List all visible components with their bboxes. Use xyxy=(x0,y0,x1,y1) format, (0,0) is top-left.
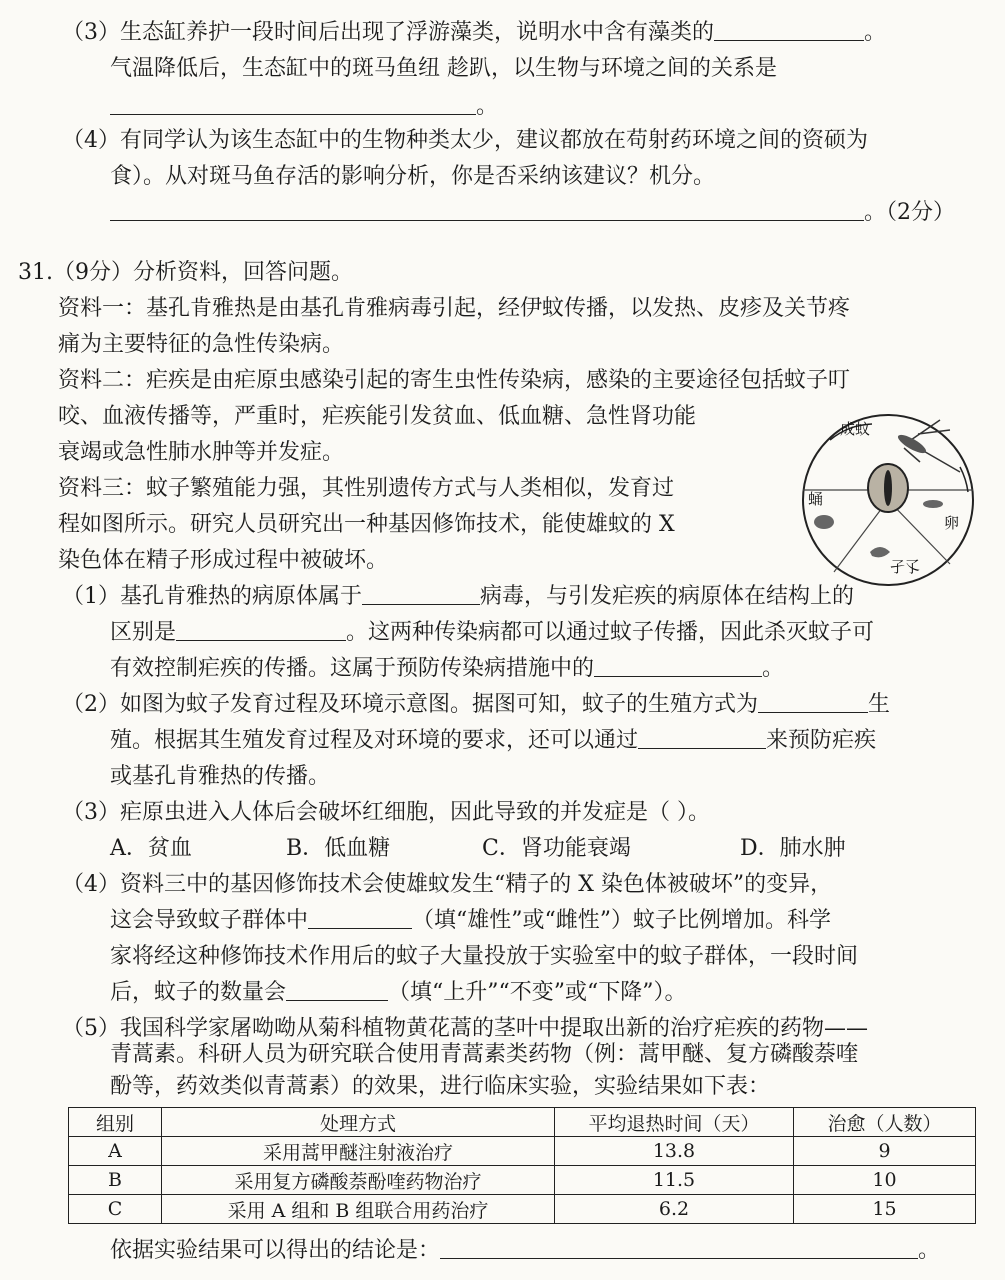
conclusion-line: 依据实验结果可以得出的结论是： 。 xyxy=(110,1238,941,1263)
label-larva: 孑孓 xyxy=(890,558,921,576)
answer-blank[interactable] xyxy=(362,582,480,605)
option-c[interactable]: C．肾功能衰竭 xyxy=(482,836,631,861)
table-cell: 采用 A 组和 B 组联合用药治疗 xyxy=(162,1195,555,1224)
table-cell: B xyxy=(69,1166,162,1195)
q31-sub4-line3: 家将经这种修饰技术作用后的蚊子大量投放于实验室中的蚊子群体，一段时间 xyxy=(110,944,859,969)
q31-sub5-line3: 酚等，药效类似青蒿素）的效果，进行临床实验，实验结果如下表： xyxy=(110,1074,771,1099)
q30-part3-line2: 气温降低后，生态缸中的斑马鱼纽 趁趴，以生物与环境之间的关系是 xyxy=(110,56,777,81)
answer-blank[interactable] xyxy=(110,92,476,115)
material-1-line2: 痛为主要特征的急性传染病。 xyxy=(58,332,345,357)
q31-header: 31.（9分）分析资料，回答问题。 xyxy=(18,260,353,285)
q31-sub3-line1: （3）疟原虫进入人体后会破坏红细胞，因此导致的并发症是（ ）。 xyxy=(62,800,710,825)
table-row xyxy=(69,1166,976,1195)
q30-part3-line3: 。 xyxy=(110,92,498,122)
table-cell: 15 xyxy=(794,1195,976,1224)
q31-sub2-line1: （2）如图为蚊子发育过程及环境示意图。据图可知，蚊子的生殖方式为 生 xyxy=(62,692,891,717)
label-adult: 成蚊 xyxy=(840,420,871,438)
eye-pupil xyxy=(884,470,892,506)
table-cell: 11.5 xyxy=(555,1166,794,1195)
table-cell: 6.2 xyxy=(555,1195,794,1224)
material-3-line1: 资料三：蚊子繁殖能力强，其性别遗传方式与人类相似，发育过 xyxy=(58,476,675,501)
q31-sub4-line4: 后，蚊子的数量会 （填“上升”“不变”或“下降”）。 xyxy=(110,980,687,1005)
material-1-line1: 资料一：基孔肯雅热是由基孔肯雅病毒引起，经伊蚊传播，以发热、皮疹及关节疼 xyxy=(58,296,851,321)
label-egg: 卵 xyxy=(944,514,960,532)
table-header-row xyxy=(69,1108,976,1137)
option-d[interactable]: D．肺水肿 xyxy=(740,836,846,861)
table-cell: 9 xyxy=(794,1137,976,1166)
table-header: 组别 xyxy=(69,1108,162,1137)
answer-blank[interactable] xyxy=(758,690,868,713)
material-2-line3: 衰竭或急性肺水肿等并发症。 xyxy=(58,440,345,465)
q31-sub2-line3: 或基孔肯雅热的传播。 xyxy=(110,764,331,789)
egg-raft-icon xyxy=(923,500,943,508)
q30-part4-line2: 食）。从对斑马鱼存活的影响分析，你是否采纳该建议？机分。 xyxy=(110,164,716,189)
answer-blank[interactable] xyxy=(176,618,346,641)
table-cell: 采用蒿甲醚注射液治疗 xyxy=(162,1137,555,1166)
answer-blank[interactable] xyxy=(638,726,766,749)
answer-blank[interactable] xyxy=(110,198,864,221)
material-3-line3: 染色体在精子形成过程中被破坏。 xyxy=(58,548,389,573)
table-cell: C xyxy=(69,1195,162,1224)
table-header: 平均退热时间（天） xyxy=(555,1108,794,1137)
label-pupa: 蛹 xyxy=(808,490,824,508)
q31-sub1-line2: 区别是 。这两种传染病都可以通过蚊子传播，因此杀灭蚊子可 xyxy=(110,620,875,645)
material-3-line2: 程如图所示。研究人员研究出一种基因修饰技术，能使雄蚊的 X xyxy=(58,512,675,537)
mosquito-body xyxy=(896,432,929,457)
table-cell: 采用复方磷酸萘酚喹药物治疗 xyxy=(162,1166,555,1195)
q30-part4-line3: 。（2分） xyxy=(110,198,955,228)
answer-blank[interactable] xyxy=(594,654,762,677)
q31-sub1-line1: （1）基孔肯雅热的病原体属于 病毒，与引发疟疾的病原体在结构上的 xyxy=(62,584,855,609)
mosquito-lifecycle-diagram xyxy=(800,412,976,588)
q31-sub1-line3: 有效控制疟疾的传播。这属于预防传染病措施中的 。 xyxy=(110,656,785,681)
material-2-line2: 咬、血液传播等，严重时，疟疾能引发贫血、低血糖、急性肾功能 xyxy=(58,404,697,429)
q31-sub4-line1: （4）资料三中的基因修饰技术会使雄蚊发生“精子的 X 染色体被破坏”的变异， xyxy=(62,872,833,897)
table-cell: 10 xyxy=(794,1166,976,1195)
material-2-line1: 资料二：疟疾是由疟原虫感染引起的寄生虫性传染病，感染的主要途径包括蚊子叮 xyxy=(58,368,851,393)
answer-blank[interactable] xyxy=(308,906,412,929)
results-table xyxy=(68,1107,976,1224)
q31-sub5-line2: 青蒿素。科研人员为研究联合使用青蒿素类药物（例：蒿甲醚、复方磷酸萘喹 xyxy=(110,1042,859,1067)
table-header: 处理方式 xyxy=(162,1108,555,1137)
q30-part3-line1: （3）生态缸养护一段时间后出现了浮游藻类，说明水中含有藻类的 。 xyxy=(62,20,887,45)
table-row xyxy=(69,1195,976,1224)
answer-blank[interactable] xyxy=(440,1236,918,1259)
answer-blank[interactable] xyxy=(714,18,864,41)
q31-sub4-line2: 这会导致蚊子群体中 （填“雄性”或“雌性”）蚊子比例增加。科学 xyxy=(110,908,832,933)
answer-blank[interactable] xyxy=(286,978,388,1001)
table-cell: 13.8 xyxy=(555,1137,794,1166)
q30-part4-line1: （4）有同学认为该生态缸中的生物种类太少，建议都放在苟射药环境之间的资硕为 xyxy=(62,128,868,153)
q31-sub5-line1: （5）我国科学家屠呦呦从菊科植物黄花蒿的茎叶中提取出新的治疗疟疾的药物—— xyxy=(62,1016,868,1041)
larva-icon xyxy=(870,547,890,557)
q31-sub2-line2: 殖。根据其生殖发育过程及对环境的要求，还可以通过 来预防疟疾 xyxy=(110,728,877,753)
pupa-icon xyxy=(814,515,834,529)
table-header: 治愈（人数） xyxy=(794,1108,976,1137)
table-row xyxy=(69,1137,976,1166)
option-b[interactable]: B．低血糖 xyxy=(286,836,391,861)
option-a[interactable]: A．贫血 xyxy=(110,836,192,861)
table-cell: A xyxy=(69,1137,162,1166)
